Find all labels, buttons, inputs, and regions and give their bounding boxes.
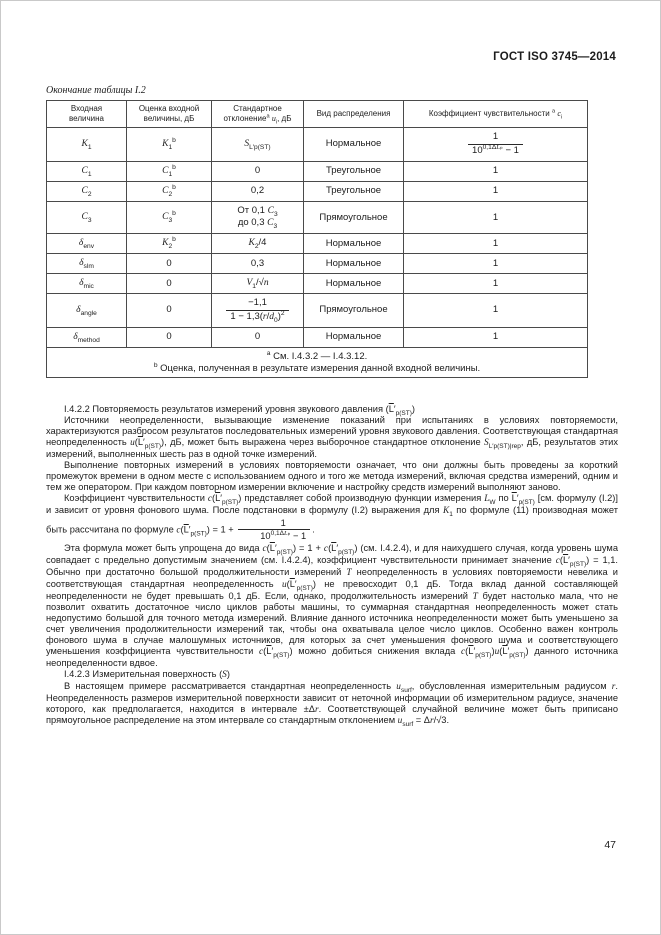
table-cell: $K_2/4$ [212, 234, 304, 254]
table-cell: $\delta_{angle}$ [47, 293, 127, 327]
table-cell: 1 [404, 234, 588, 254]
table-cell: Нормальное [304, 274, 404, 294]
table-cell: $\frac{1}{10^{0,1\Delta L_p} - 1}$ [404, 128, 588, 162]
paragraph: Эта формула может быть упрощена до вида $c(\overline{L}'_{p(ST)}) = 1 + c(\overline{L}'_{p(ST)})$ (см. I.4.2.4), и для наихудшего случая, когда уровень шума совпадает с предельно допустимым значением (см. I.4.2.4), коэффициент чувствительности принимает значение $c(\overline{L}'_{p(ST)}) = 1,1$. Обычно при достаточно большой продолжительности измерений T неопределенность в условиях повторяемости невелика и соответствующая стандартная неопределенность $u(\overline{L}'_{p(ST)})$ не превосходит 0,1 дБ. Тогда вклад данной составляющей неопределенности не будет превышать 0,1 дБ. Если, однако, продолжительность измерений T будет настолько мала, что не позволит охватить достаточное число циклов работы машины, то суммарная стандартная неопределенность может стать недопустимо большой для точного метода измерений. Влияние данного источника неопределенности может быть уменьшено за счет увеличения продолжительности измерений так, чтобы она охватывала целое число циклов. Особенно важен контроль фонового шума в случае малошумных источников, для которых за счет уменьшения фонового шума и соответствующего уменьшения коэффициента чувствительности $c(\overline{L}'_{p(ST)})$ можно добиться снижения вклада $c(\overline{L}'_{p(ST)})u(\overline{L}'_{p(ST)})$ данного источника неопределенности вдвое. [46, 542, 618, 668]
table-cell: 0,3 [212, 254, 304, 274]
col-header-input-quantity: Входная величина [47, 101, 127, 128]
table-cell: $\frac{-1,1}{1 - 1,3(r/d_0)^2}$ [212, 293, 304, 327]
table-cell: От 0,1 $C_3$ до 0,3 $C_3$ [212, 201, 304, 234]
table-cell: $C_2$ [47, 181, 127, 201]
paragraph: Коэффициент чувствительности $c(\overline{L}'_{p(ST)})$ представляет собой производную функции измерения $L_W$ по $\overline{L}'_{p(ST)}$ [см. формулу (I.2)] и зависит от уровня фонового шума. После подстановки в формулу (I.2) выражения для $K_1$ по формуле (11) производная может быть рассчитана по формуле $c(\overline{L}'_{p(ST)}) = 1$ + $\frac{1}{10^{0,1\Delta L_p} - 1}$ . [46, 492, 618, 542]
table-cell: $C_1^b$ [127, 161, 212, 181]
table-cell: Нормальное [304, 254, 404, 274]
col-header-std-deviation: Стандартное отклонение$^a$ $u_i$, дБ [212, 101, 304, 128]
table-note-b: $^b$ Оценка, полученная в результате измерения данной входной величины. [153, 361, 481, 374]
doc-number: ГОСТ ISO 3745—2014 [493, 51, 616, 63]
table-cell: 1 [404, 161, 588, 181]
table-cell: 0 [127, 274, 212, 294]
table-cell: $K_1$ [47, 128, 127, 162]
uncertainty-table [46, 100, 588, 378]
table-cell: 0 [212, 161, 304, 181]
table-row [47, 201, 588, 234]
table-row [47, 234, 588, 254]
table-header-row [47, 101, 588, 128]
table-cell: $\delta_{method}$ [47, 327, 127, 347]
table-cell: Нормальное [304, 128, 404, 162]
table-notes-row [47, 347, 588, 378]
table-cell: $C_3^b$ [127, 201, 212, 234]
table-cell: $C_3$ [47, 201, 127, 234]
table-cell: 1 [404, 201, 588, 234]
paragraph: В настоящем примере рассматривается стандартная неопределенность $u_{surf}$, обусловленная измерительным радиусом r. Неопределенность размеров измерительной поверхности зависит от неточной информации об измерительном радиусе, значение которого, как предполагается, находится в интервале ±Δr. Соответствующей случайной величине может быть приписано прямоугольное распределение на этом интервале со стандартным отклонением $u_{surf} = \Delta r/√3$. [46, 680, 618, 729]
table-cell: Прямоугольное [304, 201, 404, 234]
table-cell: Треугольное [304, 181, 404, 201]
table-cell: $S_{L'p(ST)}$ [212, 128, 304, 162]
table-cell: Нормальное [304, 234, 404, 254]
table-row [47, 128, 588, 162]
page-number: 47 [604, 839, 616, 851]
table-notes [47, 347, 588, 378]
table-cell: 0 [212, 327, 304, 347]
table-cell: 0 [127, 327, 212, 347]
table-cell: $\delta_{slm}$ [47, 254, 127, 274]
paragraph: Выполнение повторных измерений в условиях повторяемости означает, что они должны быть проведены за короткий промежуток времени в одном месте с использованием одного и того же метода измерений, включая средства измерений, одним и тем же оператором. При каждом повторном измерении включение и настройку средств измерений выполняют заново. [46, 459, 618, 492]
col-header-estimate: Оценка входной величины, дБ [127, 101, 212, 128]
table-cell: $V_1/√n$ [212, 274, 304, 294]
col-header-distribution: Вид распределения [304, 101, 404, 128]
table-cell: 1 [404, 254, 588, 274]
table-caption: Окончание таблицы I.2 [46, 85, 146, 96]
section-heading-i423: I.4.2.3 Измерительная поверхность (S) [64, 668, 230, 680]
col-header-sensitivity: Коэффициент чувствительности $^a$ $c_i$ [404, 101, 588, 128]
table-cell: $K_1^b$ [127, 128, 212, 162]
table-cell: 1 [404, 293, 588, 327]
table-cell: Нормальное [304, 327, 404, 347]
table-cell: 1 [404, 327, 588, 347]
table-cell: Треугольное [304, 161, 404, 181]
table-cell: $C_2^b$ [127, 181, 212, 201]
section-heading-i422: I.4.2.2 Повторяемость результатов измерений уровня звукового давления $(\overline{L}'_{p(ST)})$ [64, 404, 415, 418]
table-cell: $C_1$ [47, 161, 127, 181]
table-cell: 1 [404, 181, 588, 201]
table-cell: $\delta_{mic}$ [47, 274, 127, 294]
table-cell: Прямоугольное [304, 293, 404, 327]
table-cell: 1 [404, 274, 588, 294]
table-row [47, 327, 588, 347]
table-row [47, 293, 588, 327]
table-row [47, 274, 588, 294]
table-cell: 0 [127, 254, 212, 274]
table-row [47, 161, 588, 181]
paragraph: Источники неопределенности, вызывающие изменение показаний при испытаниях в условиях повторяемости, характеризуются разбросом результатов последовательных измерений уровня звукового давления. Соответствующая стандартная неопределенность $u(\overline{L}'_{p(ST)})$, дБ, может быть выражена через выборочное стандартное отклонение $S_{L'p(ST)|rep}$, дБ, результатов этих измерений, выполненных шесть раз в одной точке измерений. [46, 415, 618, 460]
table-cell: 0,2 [212, 181, 304, 201]
table-cell: $\delta_{env}$ [47, 234, 127, 254]
table-row [47, 181, 588, 201]
table-cell: 0 [127, 293, 212, 327]
body-text [46, 404, 618, 727]
table-note-a: $^a$ См. I.4.3.2 — I.4.3.12. [266, 349, 368, 362]
table-row [47, 254, 588, 274]
table-cell: $K_2^b$ [127, 234, 212, 254]
